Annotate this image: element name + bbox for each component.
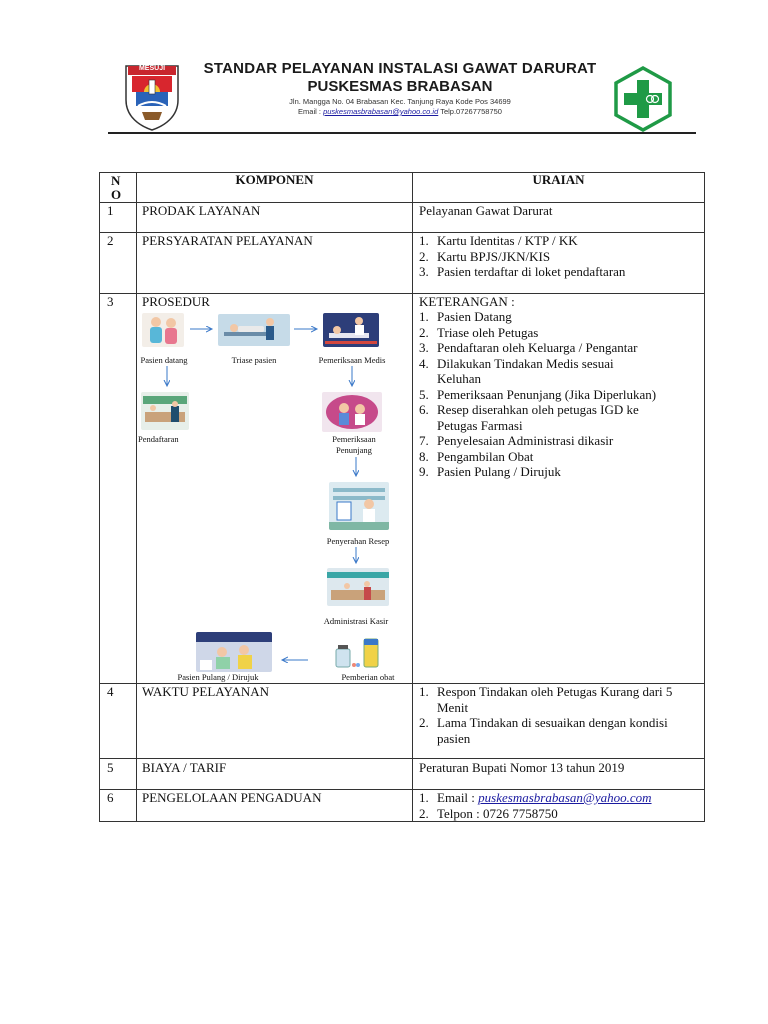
row-6-no: 6 <box>107 790 114 805</box>
flow-label-penunjang-2: Penunjang <box>336 445 372 455</box>
list-item: 2. Lama Tindakan di sesuaikan dengan kondisi pasien <box>419 715 668 746</box>
list-item: 2. Telpon : 0726 7758750 <box>419 805 558 821</box>
email-label: Email : <box>437 790 475 805</box>
flow-label-pendaftaran: Pendaftaran <box>138 434 179 444</box>
header-phone: Telp.07267758750 <box>440 107 502 116</box>
list-item: 2. Triase oleh Petugas <box>419 324 539 340</box>
header-email-link[interactable]: puskesmasbrabasan@yahoo.co.id <box>323 107 439 116</box>
list-item: 1. Email : puskesmasbrabasan@yahoo.com <box>419 790 652 805</box>
row-5-no: 5 <box>107 760 114 775</box>
row-4-no: 4 <box>107 684 114 699</box>
list-item: 3. Pasien terdaftar di loket pendaftaran <box>419 264 626 279</box>
list-item: 7. Penyelesaian Administrasi dikasir <box>419 433 614 448</box>
row-2-komponen: PERSYARATAN PELAYANAN <box>142 233 313 248</box>
list-item: 4. Dilakukan Tindakan Medis sesuai Keluhan <box>419 355 614 386</box>
list-item: 2. Kartu BPJS/JKN/KIS <box>419 248 551 264</box>
row-6-komponen: PENGELOLAAN PENGADUAN <box>142 790 322 805</box>
header-title-line1: STANDAR PELAYANAN INSTALASI GAWAT DARURAT <box>203 60 597 77</box>
list-item: 1. Respon Tindakan oleh Petugas Kurang dari 5 Menit <box>419 684 673 715</box>
header-title-line2: PUSKESMAS BRABASAN <box>307 78 493 95</box>
flow-label-penunjang-1: Pemeriksaan <box>332 434 376 444</box>
row-1-no: 1 <box>107 203 114 218</box>
list-item: 9. Pasien Pulang / Dirujuk <box>419 464 561 479</box>
flow-label-pulang: Pasien Pulang / Dirujuk <box>177 672 259 682</box>
header-address: Jln. Mangga No. 04 Brabasan Kec. Tanjung Raya Kode Pos 34699 <box>289 97 511 106</box>
header-no-line1: N <box>111 173 121 188</box>
list-item: 5. Pemeriksaan Penunjang (Jika Diperlukan) <box>419 386 657 402</box>
flow-label-triase: Triase pasien <box>231 355 277 365</box>
flow-label-kasir: Administrasi Kasir <box>323 616 389 626</box>
flow-label-obat: Pemberian obat <box>341 672 395 682</box>
row-1-uraian: Pelayanan Gawat Darurat <box>419 203 553 218</box>
pengaduan-email-link[interactable]: puskesmasbrabasan@yahoo.com <box>478 790 652 805</box>
email-prefix: Email : <box>298 107 321 116</box>
row-2-no: 2 <box>107 233 114 248</box>
flow-label-pemeriksaan-medis: Pemeriksaan Medis <box>318 355 386 365</box>
list-item: 3. Pendaftaran oleh Keluarga / Pengantar <box>419 340 638 355</box>
flow-label-pasien-datang: Pasien datang <box>140 355 188 365</box>
keterangan-title: KETERANGAN : <box>419 294 515 309</box>
header-komponen: KOMPONEN <box>235 172 314 187</box>
header-uraian: URAIAN <box>532 172 585 187</box>
list-item: 8. Pengambilan Obat <box>419 448 534 464</box>
row-5-uraian: Peraturan Bupati Nomor 13 tahun 2019 <box>419 760 625 775</box>
row-3-no: 3 <box>107 294 114 309</box>
row-1-komponen: PRODAK LAYANAN <box>142 203 261 218</box>
row-3-komponen: PROSEDUR <box>142 294 210 309</box>
row-4-komponen: WAKTU PELAYANAN <box>142 684 269 699</box>
flow-label-resep: Penyerahan Resep <box>326 536 390 546</box>
header-no-line2: O <box>111 187 122 202</box>
row-5-komponen: BIAYA / TARIF <box>142 760 227 775</box>
list-item: 1. Pasien Datang <box>419 309 512 324</box>
list-item: 1. Kartu Identitas / KTP / KK <box>419 233 578 248</box>
logo-left-text: MESUJI <box>138 65 166 72</box>
list-item: 6. Resep diserahkan oleh petugas IGD ke Petugas Farmasi <box>419 402 639 433</box>
